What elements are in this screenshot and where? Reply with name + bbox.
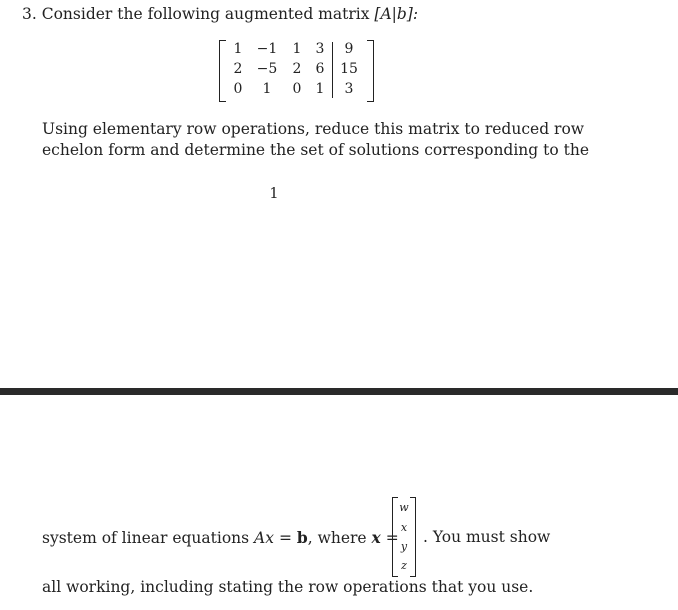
matrix-cell-r3-c5: 3	[344, 81, 354, 97]
matrix-cell-r3-c3: 0	[292, 81, 302, 97]
matrix-cell-r2-c2: −5	[256, 61, 278, 77]
equation-eq: =	[278, 529, 292, 547]
instruction-line-2: echelon form and determine the set of solutions corresponding to the	[42, 141, 590, 159]
solution-vector	[392, 497, 416, 575]
continuation-text: system of linear equations	[42, 529, 250, 547]
x-variable: x	[371, 528, 381, 547]
matrix-cell-r2-c3: 2	[292, 61, 302, 77]
instruction-line-1: Using elementary row operations, reduce this matrix to reduced row	[42, 120, 585, 138]
question-header	[22, 5, 418, 23]
equation-comma: ,	[307, 529, 313, 547]
vector-entry-x: x	[400, 521, 408, 534]
page-divider	[0, 388, 678, 395]
matrix-cell-r1-c4: 3	[315, 41, 325, 57]
where-text: where	[317, 529, 367, 547]
matrix-cell-r3-c2: 1	[262, 81, 272, 97]
matrix-cell-r2-c4: 6	[315, 61, 325, 77]
matrix-cell-r3-c4: 1	[315, 81, 325, 97]
vector-entry-w: w	[399, 501, 409, 514]
augmented-matrix	[219, 40, 374, 100]
matrix-cell-r1-c5: 9	[344, 41, 354, 57]
matrix-cell-r2-c1: 2	[233, 61, 243, 77]
must-show-text: . You must show	[423, 528, 551, 546]
matrix-cell-r1-c1: 1	[233, 41, 243, 57]
equation-ax: Ax	[254, 529, 274, 547]
equation-b: b	[296, 528, 308, 547]
matrix-cell-r1-c3: 1	[292, 41, 302, 57]
question-intro: Consider the following augmented matrix	[41, 5, 370, 23]
matrix-cell-r2-c5: 15	[340, 61, 358, 77]
equals-sign: =	[385, 529, 399, 547]
final-instruction: all working, including stating the row operations that you use.	[42, 578, 534, 596]
matrix-cell-r3-c1: 0	[233, 81, 243, 97]
augmented-matrix-symbol: [A|b]:	[374, 5, 419, 23]
continuation-line	[42, 528, 399, 547]
matrix-right-bracket	[367, 40, 374, 102]
question-number: 3.	[22, 5, 37, 23]
page-number: 1	[269, 186, 279, 202]
vector-entry-y: y	[400, 540, 408, 553]
matrix-cell-r1-c2: −1	[256, 41, 278, 57]
vector-entry-z: z	[401, 559, 407, 572]
